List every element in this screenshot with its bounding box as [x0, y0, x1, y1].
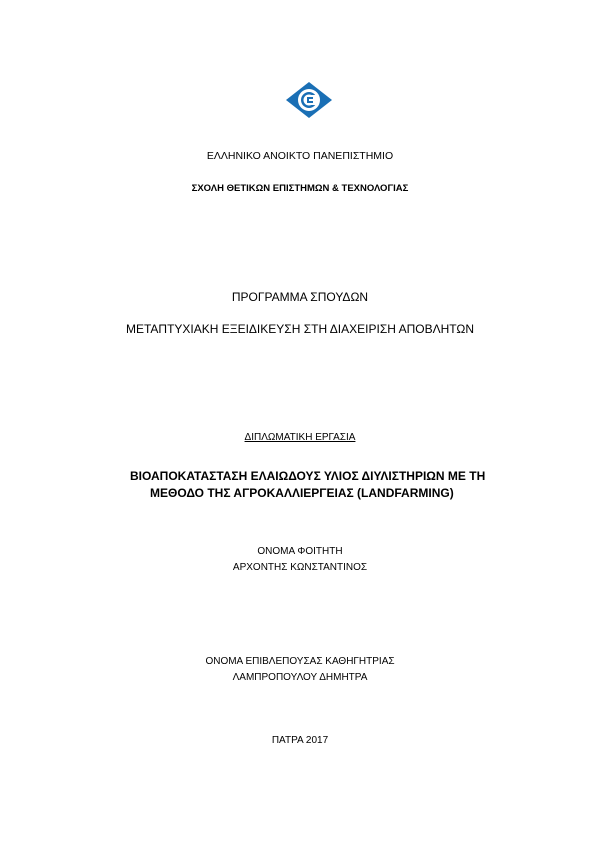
study-program: ΠΡΟΓΡΑΜΜΑ ΣΠΟΥΔΩΝ [231, 290, 369, 304]
student-label: ΟΝΟΜΑ ΦΟΙΤΗΤΗ [257, 546, 343, 557]
school-name: ΣΧΟΛΗ ΘΕΤΙΚΩΝ ΕΠΙΣΤΗΜΩΝ & ΤΕΧΝΟΛΟΓΙΑΣ [191, 183, 409, 194]
supervisor-label: ΟΝΟΜΑ ΕΠΙΒΛΕΠΟΥΣΑΣ ΚΑΘΗΓΗΤΡΙΑΣ [205, 656, 395, 667]
specialization: ΜΕΤΑΠΤΥΧΙΑΚΗ ΕΞΕΙΔΙΚΕΥΣΗ ΣΤΗ ΔΙΑΧΕΙΡΙΣΗ ΑΠΟΒΛΗΤΩΝ [125, 322, 475, 336]
supervisor-name: ΛΑΜΠΡΟΠΟΥΛΟΥ ΔΗΜΗΤΡΑ [232, 672, 368, 683]
thesis-title [130, 468, 510, 502]
thesis-label: ΔΙΠΛΩΜΑΤΙΚΗ ΕΡΓΑΣΙΑ [244, 432, 356, 443]
university-name: ΕΛΛΗΝΙΚΟ ΑΝΟΙΚΤΟ ΠΑΝΕΠΙΣΤΗΜΙΟ [206, 150, 394, 162]
place-year: ΠΑΤΡΑ 2017 [271, 735, 329, 746]
university-logo-icon [284, 80, 334, 120]
thesis-title-line-2: ΜΕΘΟΔΟ ΤΗΣ ΑΓΡΟΚΑΛΛΙΕΡΓΕΙΑΣ (LANDFARMING) [150, 486, 454, 500]
thesis-title-line-1: ΒΙΟΑΠΟΚΑΤΑΣΤΑΣΗ ΕΛΑΙΩΔΟΥΣ ΥΛΙΟΣ ΔΙΥΛΙΣΤΗΡΙΩΝ ΜΕ ΤΗ [130, 469, 486, 483]
student-name: ΑΡΧΟΝΤΗΣ ΚΩΝΣΤΑΝΤΙΝΟΣ [232, 562, 368, 573]
university-logo [284, 80, 334, 120]
